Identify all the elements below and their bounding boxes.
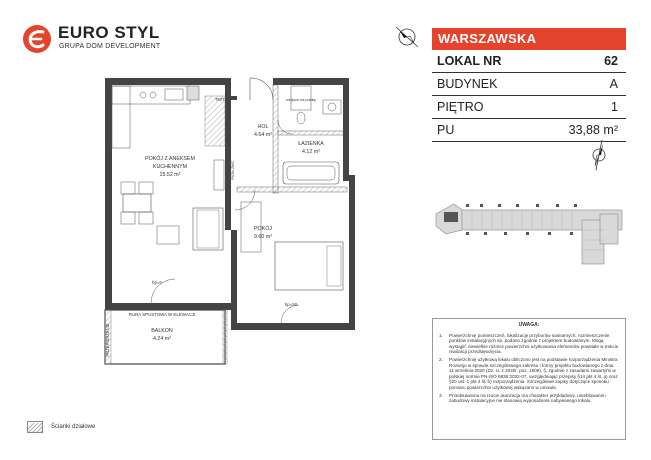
note-text: Powierzchnię pomieszczeń, lokalizację przyborów sanitarnych, rozmieszczenie punktów instalacyjnych itp. podano zgodnie z projektem budowlanym. Mogą wystąpić niewielkie różnice powierzchni użytkowania elementów powstałe w trakcie realizacji przedsięwzięcia. (449, 332, 619, 355)
north-arrow-icon (586, 138, 612, 172)
building-site-plan (432, 190, 626, 268)
unit-row-floor (432, 96, 626, 119)
note-item (439, 357, 619, 391)
room-area-bedroom: 9.60 m² (254, 234, 272, 240)
room-label-living-kitchen: POKÓJ Z ANEKSEM (145, 156, 195, 162)
room-label-bedroom: POKÓJ (254, 226, 272, 232)
legend (27, 420, 95, 434)
room-label-hol: HOL (257, 124, 269, 130)
note-item (439, 333, 619, 355)
room-area-hol: 4.64 m² (254, 132, 272, 138)
threshold-label-2: hp=50 (284, 302, 298, 307)
row-value: 62 (604, 54, 618, 68)
partition-label: PRZEPIERZENIE (105, 323, 110, 357)
brand-tagline: GRUPA DOM DEVELOPMENT (59, 43, 161, 50)
notes-box (432, 318, 626, 440)
north-arrow-icon (392, 22, 422, 52)
euro-styl-logo-icon (22, 24, 52, 54)
row-label: PIĘTRO (437, 100, 484, 114)
unit-row-building (432, 73, 626, 96)
brand-name: EURO STYL (58, 23, 160, 42)
room-label-balcony: BALKON (151, 328, 173, 334)
city-name: WARSZAWSKA (432, 28, 626, 50)
legend-label: Ścianki działowe (51, 424, 96, 430)
notes-title: UWAGA: (518, 322, 540, 328)
tm-label: TM/TT (214, 97, 228, 102)
row-value: A (609, 77, 618, 91)
brand-logo (22, 20, 182, 60)
washing-machine-label: miejsce na pralkę (286, 98, 316, 102)
note-text: Przedstawiona na rzucie aranżacja ma charakter przykładowy, umeblowanie i zabudowy instalacyjne nie stanowią wyposażenia nabywanego lokalu. (449, 392, 607, 404)
row-label: PU (437, 123, 455, 137)
apartment-floor-plan (95, 60, 395, 370)
pion-label: PION ZWC (231, 160, 235, 180)
note-item (439, 393, 619, 404)
row-value: 33,88 m² (568, 123, 618, 137)
room-area-bathroom: 4.12 m² (302, 149, 320, 155)
unit-info-panel (432, 28, 626, 142)
room-label-bathroom: ŁAZIENKA (298, 141, 324, 147)
note-number: 3. (439, 392, 443, 398)
room-area-balcony: 4.24 m² (153, 336, 171, 342)
threshold-label-1: hp=0 (152, 280, 162, 285)
downpipe-label: RURA SPUSTOWA W ELEWACJI (128, 312, 196, 317)
row-value: 1 (611, 100, 618, 114)
note-number: 1. (439, 332, 443, 338)
row-label: LOKAL NR (437, 54, 502, 68)
unit-row-number (432, 50, 626, 73)
room-label-living-kitchen-2: KUCHENNYM (152, 164, 188, 170)
row-label: BUDYNEK (437, 77, 498, 91)
partition-hatch-swatch (27, 421, 43, 433)
room-area-living-kitchen: 15.52 m² (159, 172, 181, 178)
note-text: Powierzchnię użytkową lokalu obliczono jest na podstawie rozporządzenia Ministra Rozwoju w sprawie szczegółowego zakresu i formy projektu budowlanego z dnia 11 września 2020 (Dz. U. z 2020r. poz. 1609), §, zgodnie z zasadami zawartymi w polskiej normie PN-ISO 9836:2022-07, uwzględniając przepisy §14 pkt 4 lit. a) oraz §20 ust. 1 pkt 4 lit. b) rozporządzenia. Szczegółowe zapisy dotyczące sposobu pomiaru powierzchni użytkowej wskazano w umowie. (449, 356, 618, 390)
note-number: 2. (439, 356, 443, 362)
